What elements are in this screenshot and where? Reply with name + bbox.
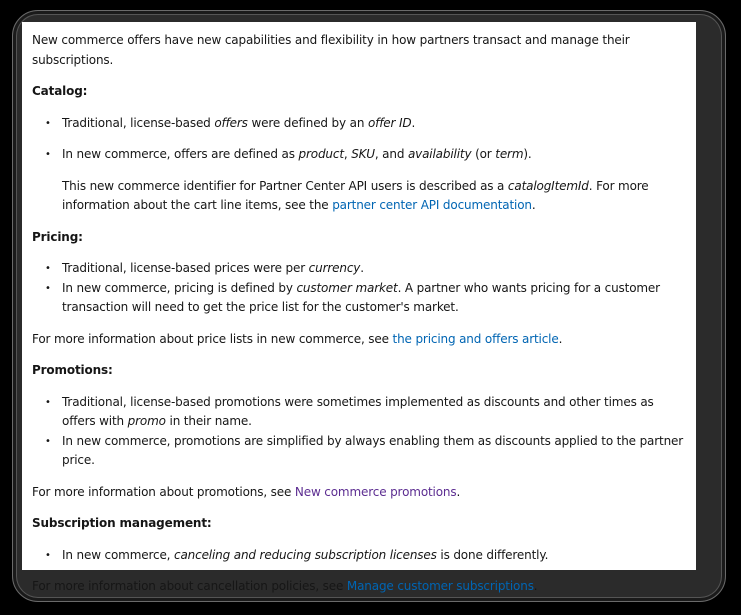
bullet-icon: •: [45, 549, 51, 561]
text: Traditional, license-based: [62, 115, 215, 130]
promotions-heading-text: Promotions: [32, 363, 108, 377]
text: Traditional, license-based prices were per: [62, 261, 309, 275]
promotions-list: [32, 393, 686, 471]
list-item: [45, 145, 686, 165]
bullet-icon: •: [45, 396, 51, 408]
text: Traditional, license-based promotions were sometimes implemented as discounts and other times as offers with: [62, 394, 654, 428]
list-item: [45, 114, 686, 134]
colon: :: [78, 229, 83, 244]
pricing-heading-text: Pricing: [32, 229, 79, 244]
list-item: [45, 393, 686, 432]
emphasis: offers: [214, 115, 248, 130]
pricing-more-info: [32, 330, 686, 350]
text: ,: [343, 147, 352, 161]
text: . For more information about the cart line items, see the: [62, 178, 649, 212]
manage-customer-subscriptions-link[interactable]: Manage customer subscriptions: [346, 579, 534, 593]
colon: :: [82, 84, 88, 98]
text: .: [531, 198, 536, 212]
emphasis: customer market: [296, 280, 398, 295]
colon: :: [206, 516, 212, 530]
bullet-icon: •: [45, 117, 51, 129]
text: In new commerce, pricing is defined by: [62, 280, 297, 295]
catalog-note: [32, 177, 686, 216]
text: in their name.: [165, 414, 252, 428]
promotions-heading: [32, 361, 686, 381]
text: In new commerce, offers are defined as: [62, 147, 299, 161]
text: (or: [471, 147, 496, 161]
partner-center-api-docs-link[interactable]: partner center API documentation: [332, 198, 532, 212]
text: .: [411, 115, 416, 130]
text: . A partner who wants pricing for a customer transaction will need to get the price list for the customer's market.: [62, 280, 660, 314]
text: This new commerce identifier for Partner Center API users is described as a: [62, 178, 508, 193]
bullet-icon: •: [45, 282, 51, 294]
emphasis: currency: [308, 261, 361, 275]
emphasis: offer ID: [367, 115, 412, 130]
text: ).: [523, 147, 532, 161]
bullet-icon: •: [45, 149, 51, 160]
catalog-list: [32, 114, 686, 165]
text: .: [456, 484, 461, 499]
bullet-icon: •: [45, 435, 51, 447]
text: were defined by an: [247, 115, 368, 130]
subscription-more-info: [32, 577, 686, 597]
colon: :: [108, 363, 113, 377]
emphasis: term: [495, 147, 524, 161]
text: , and: [374, 147, 408, 161]
list-item: [45, 432, 686, 471]
text: .: [558, 331, 563, 346]
emphasis: canceling and reducing subscription licenses: [174, 547, 437, 562]
list-item: [45, 279, 686, 318]
pricing-list: [32, 259, 686, 318]
emphasis: SKU: [351, 147, 375, 161]
text: is done differently.: [436, 547, 549, 562]
list-item: [45, 546, 686, 566]
subscription-heading-text: Subscription management: [32, 516, 207, 530]
new-commerce-promotions-link[interactable]: New commerce promotions: [294, 484, 457, 499]
text: For more information about promotions, see: [32, 484, 295, 499]
pricing-and-offers-link[interactable]: the pricing and offers article: [392, 331, 559, 346]
subscription-list: [32, 546, 686, 566]
emphasis: catalogItemId: [507, 178, 589, 193]
intro-paragraph: New commerce offers have new capabilities and flexibility in how partners transact and manage their subscriptions.: [32, 33, 630, 67]
text: In new commerce, promotions are simplified by always enabling them as discounts applied to the partner price.: [62, 433, 684, 467]
catalog-heading-text: Catalog: [32, 84, 83, 98]
bullet-icon: •: [45, 263, 51, 274]
subscription-heading: [32, 514, 686, 534]
list-item: [45, 259, 686, 279]
emphasis: promo: [127, 414, 166, 428]
catalog-heading: [32, 82, 686, 102]
pricing-heading: [32, 228, 686, 248]
emphasis: availability: [407, 147, 472, 161]
document-panel: [22, 22, 696, 593]
emphasis: product: [298, 147, 344, 161]
text: For more information about price lists in new commerce, see: [32, 331, 393, 346]
text: In new commerce,: [62, 547, 175, 562]
text: .: [360, 261, 364, 275]
promotions-more-info: [32, 483, 686, 503]
text: For more information about cancellation policies, see: [32, 579, 347, 593]
text: .: [533, 579, 538, 593]
